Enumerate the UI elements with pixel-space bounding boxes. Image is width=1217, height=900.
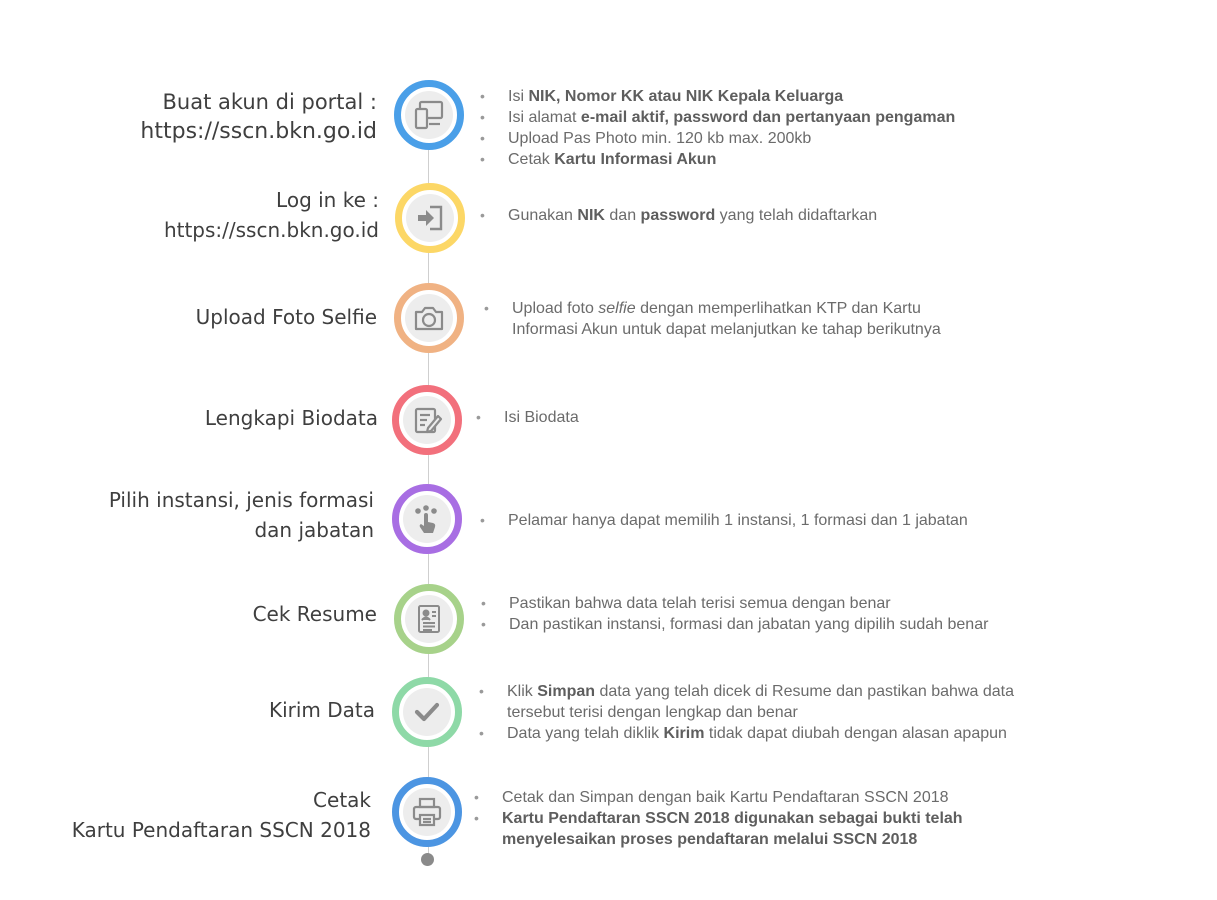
- step-3-bullet-1: • Upload foto selfie dengan memperlihatkan KTP dan Kartu Informasi Akun untuk dapat melanjutkan ke tahap berikutnya: [484, 298, 941, 340]
- step-7-icon-circle: [392, 677, 462, 747]
- printer-icon: [410, 795, 444, 829]
- step-7-bullets: [479, 681, 1014, 744]
- step-7-bullet-1: • Klik Simpan data yang telah dicek di Resume dan pastikan bahwa data tersebut terisi dengan lengkap dan benar: [479, 681, 1014, 723]
- step-6-title: [253, 599, 377, 629]
- step-6-title-line-1: Cek Resume: [252, 602, 377, 626]
- step-1-bullets: [480, 86, 955, 170]
- step-8-title: [72, 785, 371, 845]
- step-8-bullets: [474, 787, 963, 850]
- timeline-end-dot: [421, 853, 434, 866]
- step-2-title: [164, 185, 379, 245]
- step-8-bullet-1: • Cetak dan Simpan dengan baik Kartu Pendaftaran SSCN 2018: [474, 787, 963, 808]
- step-5-icon-circle: [392, 484, 462, 554]
- step-3-bullets: [484, 298, 941, 340]
- step-6-bullets: [481, 593, 988, 635]
- step-4-bullet-1: • Isi Biodata: [476, 407, 579, 428]
- step-2-bullets: [480, 205, 877, 226]
- step-2-icon-circle: [395, 183, 465, 253]
- step-1-bullet-4: • Cetak Kartu Informasi Akun: [480, 149, 955, 170]
- step-3-icon-circle: [394, 283, 464, 353]
- step-5-bullets: [480, 510, 968, 531]
- edit-document-icon: [410, 403, 444, 437]
- step-3-title-line-1: Upload Foto Selfie: [195, 305, 377, 329]
- step-1-bullet-3: • Upload Pas Photo min. 120 kb max. 200kb: [480, 128, 955, 149]
- step-4-title-line-1: Lengkapi Biodata: [204, 406, 378, 430]
- step-8-icon-circle: [392, 777, 462, 847]
- step-8-title-line-2: Kartu Pendaftaran SSCN 2018: [71, 818, 371, 842]
- step-6-bullet-1: • Pastikan bahwa data telah terisi semua dengan benar: [481, 593, 988, 614]
- step-4-bullets: [476, 407, 579, 428]
- step-5-title-line-1: Pilih instansi, jenis formasi: [108, 488, 374, 512]
- step-6-icon-circle: [394, 584, 464, 654]
- step-5-title: [109, 485, 374, 545]
- step-8-title-line-1: Cetak: [313, 788, 371, 812]
- devices-icon: [412, 98, 446, 132]
- step-7-title-line-1: Kirim Data: [268, 698, 375, 722]
- resume-icon: [412, 602, 446, 636]
- finger-select-icon: [410, 502, 444, 536]
- step-1-title-line-1: Buat akun di portal :: [162, 90, 377, 114]
- step-2-title-line-2: https://sscn.bkn.go.id: [163, 218, 379, 242]
- step-6-bullet-2: • Dan pastikan instansi, formasi dan jabatan yang dipilih sudah benar: [481, 614, 988, 635]
- step-3-title: [196, 302, 377, 332]
- checkmark-icon: [410, 695, 444, 729]
- step-5-bullet-1: • Pelamar hanya dapat memilih 1 instansi, 1 formasi dan 1 jabatan: [480, 510, 968, 531]
- step-7-title: [269, 695, 375, 725]
- step-2-title-line-1: Log in ke :: [276, 188, 379, 212]
- step-2-bullet-1: • Gunakan NIK dan password yang telah didaftarkan: [480, 205, 877, 226]
- step-1-bullet-1: • Isi NIK, Nomor KK atau NIK Kepala Keluarga: [480, 86, 955, 107]
- login-icon: [413, 201, 447, 235]
- step-4-title: [205, 403, 378, 433]
- camera-icon: [412, 301, 446, 335]
- step-8-bullet-2: • Kartu Pendaftaran SSCN 2018 digunakan sebagai bukti telah menyelesaikan proses pendaftaran melalui SSCN 2018: [474, 808, 963, 850]
- step-5-title-line-2: dan jabatan: [254, 518, 374, 542]
- step-4-icon-circle: [392, 385, 462, 455]
- step-1-bullet-2: • Isi alamat e-mail aktif, password dan pertanyaan pengaman: [480, 107, 955, 128]
- step-7-bullet-2: • Data yang telah diklik Kirim tidak dapat diubah dengan alasan apapun: [479, 723, 1014, 744]
- step-1-title: [140, 87, 377, 147]
- step-1-title-line-2: https://sscn.bkn.go.id: [140, 119, 377, 144]
- step-1-icon-circle: [394, 80, 464, 150]
